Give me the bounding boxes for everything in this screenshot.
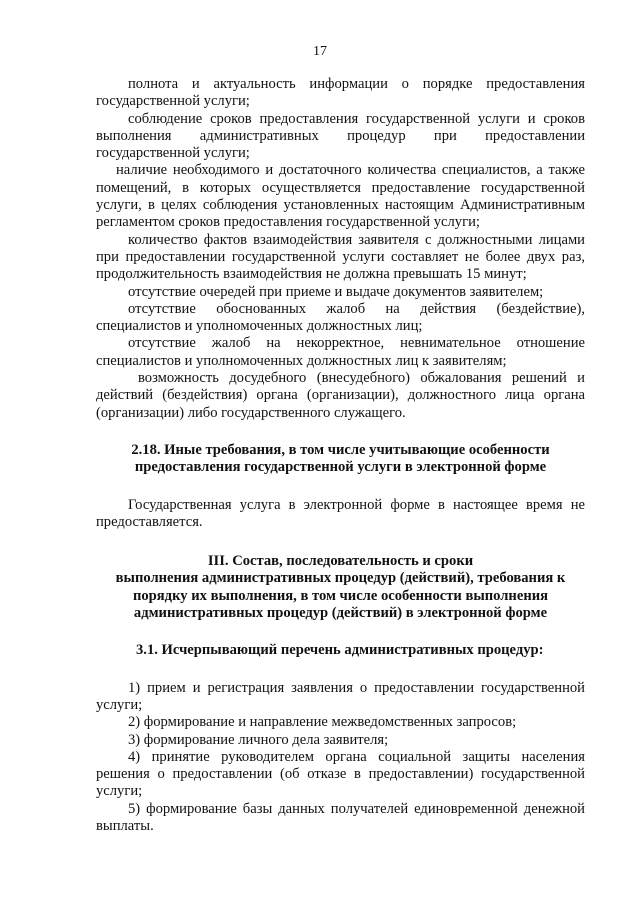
paragraph-no-justified-complaints: отсутствие обоснованных жалоб на действия (бездействие), специалистов и уполномоченных должностных лиц; [96,300,585,335]
paragraph-electronic-service: Государственная услуга в электронной форме в настоящее время не предоставляется. [96,496,585,530]
section-heading-3-line: административных процедур (действий) в электронной форме [133,605,548,622]
procedure-item: 1) прием и регистрация заявления о предоставлении государственной услуги; [96,679,585,713]
procedure-item: 5) формирование базы данных получателей единовременной денежной выплаты. [96,800,585,834]
procedure-item: 4) принятие руководителем органа социальной защиты населения решения о предоставлении (об отказе в предоставлении) государственной услуги; [96,748,585,800]
section-heading-3-1: 3.1. Исчерпывающий перечень административных процедур: [136,642,544,659]
paragraph-completeness: полнота и актуальность информации о порядке предоставления государственной услуги; [96,76,585,110]
procedure-item: 2) формирование и направление межведомственных запросов; [128,714,517,731]
section-heading-3-line: III. Состав, последовательность и сроки [207,553,474,570]
paragraph-interactions: количество фактов взаимодействия заявителя с должностными лицами при предоставлении государственной услуги составляет не более двух раз, продолжительность взаимодействия не должна превышать 15 минут; [96,231,585,283]
paragraph-no-queues: отсутствие очередей при приеме и выдаче документов заявителем; [128,283,544,300]
section-heading-2-18: 2.18. Иные требования, в том числе учитывающие особенности предоставления государственной услуги в электронной форме [131,441,550,476]
paragraph-pretrial-appeal: возможность досудебного (внесудебного) обжалования решений и действий (бездействия) органа (организации), должностного лица органа (организации) либо государственного служащего. [96,370,585,421]
section-heading-3-line: порядку их выполнения, в том числе особенности выполнения [132,587,549,604]
paragraph-staff: наличие необходимого и достаточного количества специалистов, а также помещений, в которых осуществляется предоставление государственной услуги, в целях соблюдения установленных настоящим Административным регламентом сроков предоставления государственной услуги; [96,162,585,231]
procedure-item: 3) формирование личного дела заявителя; [128,731,389,748]
page-number: 17 [313,44,327,59]
section-heading-3 [96,553,585,622]
document-body [96,76,585,835]
paragraph-no-incorrect-treatment: отсутствие жалоб на некорректное, невнимательное отношение специалистов и уполномоченных должностных лиц к заявителям; [96,335,585,369]
section-heading-3-line: выполнения административных процедур (действий), требования к [115,570,566,587]
paragraph-deadlines: соблюдение сроков предоставления государственной услуги и сроков выполнения административных процедур при предоставлении государственной услуги; [96,110,585,162]
